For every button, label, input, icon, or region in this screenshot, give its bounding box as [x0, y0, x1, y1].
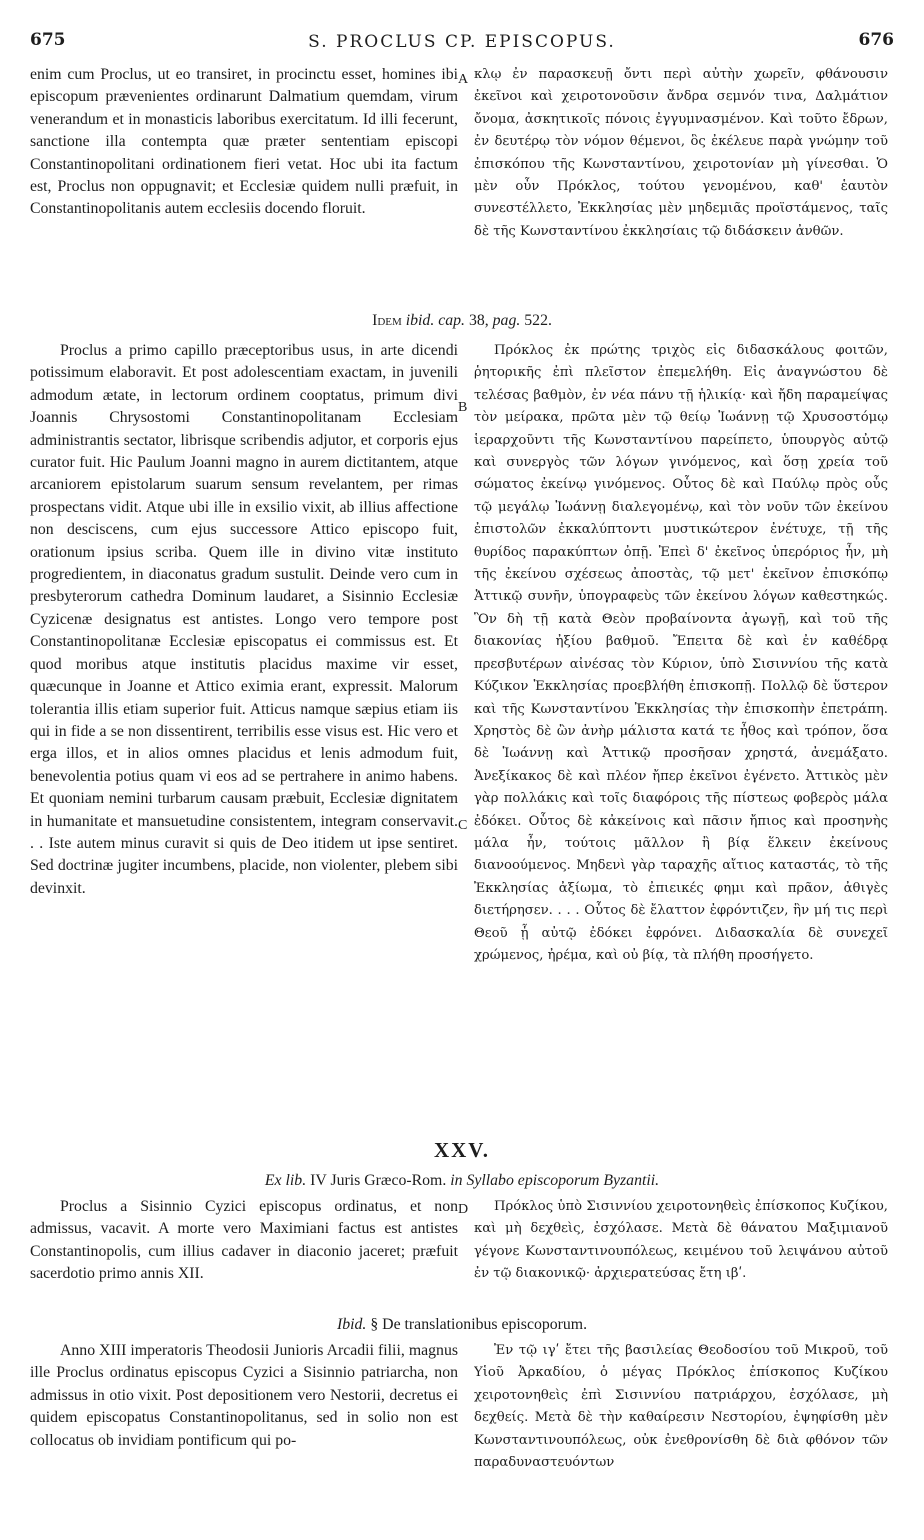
running-head — [0, 8, 924, 50]
margin-letter-a: A — [458, 72, 469, 87]
page-number-left: 675 — [30, 30, 66, 50]
latin-paragraph: Anno XIII imperatoris Theodosii Junioris Arcadii filii, magnus ille Proclus ordinatus episcopus Cyzici a Sisinnio patriarcha, non admissus in otio vixit. Post depositionem vero Nestorii, decretus ei quidem episcopatus Constantinopolitanus, sed in solio non est collocatus ob invidiam pontificum qui po- — [30, 1342, 458, 1449]
margin-letter-c: C — [458, 818, 468, 833]
latin-column-section-4 — [30, 1340, 458, 1522]
latin-column-section-1 — [30, 64, 458, 302]
latin-paragraph: enim cum Proclus, ut eo transiret, in procinctu esset, homines ibi episcopum prævenientes ordinarunt Dalmatium quemdam, virum venerandum et in monasticis laboribus exercitatum. Id illi fecerunt, sanctione illa contempta quæ præter sententiam episcopi Constantinopolitani ordinationem fieri vetat. Hoc ubi ita factum est, Proclus non oppugnavit; et Ecclesiæ quidem nulli præfuit, in Constantinopolitanis autem ecclesiis docendo floruit. — [30, 66, 458, 218]
section-number: XXV. — [433, 1138, 491, 1162]
greek-column-section-1 — [474, 64, 888, 302]
greek-paragraph: Ἐν τῷ ιγʹ ἔτει τῆς βασιλείας Θεοδοσίου τοῦ Μικροῦ, τοῦ Υἱοῦ Ἀρκαδίου, ὁ μέγας Πρόκλος ἐπίσκοπος Κυζίκου χειροτονηθεὶς ἐπὶ Σισιννίου πατριάρχου, ἐσχόλασε, μὴ δεχθείς. Μετὰ δὲ τὴν καθαίρεσιν Νεστορίου, ἐψηφίσθη μὲν Κωνσταντινουπόλεως, οὐκ ἐνεθρονίσθη δὲ διὰ φθόνον τῶν παραδυναστευόντων — [474, 1343, 888, 1471]
latin-paragraph: Proclus a Sisinnio Cyzici episcopus ordinatus, et non admissus, vacavit. A morte vero Maximiani factus est antistes Constantinopolis, cum illius cadaver in diaconio jaceret; præfuit sacerdotio primo annis XII. — [30, 1198, 458, 1283]
greek-column-section-4 — [474, 1340, 888, 1522]
running-title: S. PROCLUS CP. EPISCOPUS. — [308, 32, 616, 52]
latin-column-section-2 — [30, 340, 458, 1070]
greek-paragraph: κλῳ ἐν παρασκευῇ ὄντι περὶ αὐτὴν χωρεῖν, φθάνουσιν ἐκεῖνοι καὶ χειροτονοῦσιν ἄνδρα σεμνόν τινα, Δαλμάτιον ὄνομα, ἀσκητικοῖς πόνοις ἐγγυμνασμένον. Καὶ τοῦτο ἔδρων, ἐν δευτέρῳ τὸν νόμον θέμενοι, ὃς ἐκέλευε παρὰ γνώμην τοῦ ἐπισκόπου τῆς Κωνσταντίνου, χειροτονίαν μὴ γίνεσθαι. Ὁ μὲν οὖν Πρόκλος, τούτου γενομένου, καθ' ἑαυτὸν συνεστέλλετο, Ἐκκλησίας μὲν μηδεμιᾶς προϊστάμενος, ταῖς δὲ τῆς Κωνσταντίνου ἐκκλησίαις τῷ διδάσκειν ἀνθῶν. — [474, 67, 888, 239]
source-heading-idem: Idem ibid. cap. 38, pag. 522. — [372, 312, 552, 329]
source-heading-juris: Ex lib. IV Juris Græco-Rom. in Syllabo episcoporum Byzantii. — [264, 1172, 660, 1189]
page-number-right: 676 — [858, 30, 894, 50]
latin-column-section-3 — [30, 1196, 458, 1308]
latin-paragraph: Proclus a primo capillo præceptoribus usus, in arte dicendi potissimum elaboravit. Et post adolescentiam exactam, in juvenili admodum ætate, in lectorum ordinem cooptatus, primum divi Joannis Chrysostomi Constantinopolitanam Ecclesiam administrantis sectator, librisque scribendis adjutor, et corporis ejus curator fuit. Hic Paulum Joanni magno in aurem dictitantem, atque arcaniorem epistolarum suarum sensum revelantem, per rimas prospectans vidit. Atque ubi ille in exsilio vixit, ab illius affectione non desciscens, cum ejus successore Attico episcopo fuit, orationum ipsius scriba. Quem ille in divino vitæ instituto progredientem, in diaconatus gradum sustulit. Deinde vero cum in presbyterorum cathedra Dominum laudaret, a Sisinnio Ecclesiæ Cyzicenæ designatus est antistes. Longo vero tempore post Constantinopolitanæ Ecclesiæ episcopatus ei commissus est. Et quod moribus atque institutis placidus maxime vir esset, quæcunque in Joanne et Attico eximia erant, expressit. Malorum tolerantia illis etiam superior fuit. Atticus namque sæpius etiam iis qui in fide a se non dissentirent, terribilis esse visus est. Hic vero et erga illos, et in alios omnes placidus et lenis admodum fuit, benevolentia potius quam vi eos ad se pertrahere in animo habens. Et quoniam nemini turbarum causam præbuit, Ecclesiæ dignitatem in humanitate et mansuetudine consistentem, integram conservavit. . . Iste autem minus curavit si quis de Deo itidem ut ipse sentiret. Sed doctrinæ jugiter incumbens, placide, non violenter, plebem sibi devinxit. — [30, 342, 458, 897]
greek-column-section-3 — [474, 1196, 888, 1308]
margin-letter-b: B — [458, 400, 468, 415]
greek-paragraph: Πρόκλος ἐκ πρώτης τριχὸς εἰς διδασκάλους φοιτῶν, ῥητορικῆς ἐπὶ πλεῖστον ἐπεμελήθη. Εἰς ἀναγνώστου δὲ τελέσας βαθμὸν, ἐν νέα πάνυ τῇ ἡλικίᾳ· καὶ ἤδη παραμείψας τὸν μείρακα, πρῶτα μὲν τῷ θείῳ Ἰωάννῃ τῷ Χρυσοστόμῳ ἱεραρχοῦντι τῆς Κωνσταντίνου παρείπετο, ὑπουργὸς αὐτῷ καὶ συνεργὸς τῶν λόγων γινόμενος, καὶ ὅσῃ χρεία τοῦ σώματος ἐκείνῳ γινόμενος. Οὗτος δὲ καὶ Παύλῳ πρὸς οὖς τῷ μεγάλῳ Ἰωάννῃ διαλεγομένῳ, καὶ τὸν νοῦν τῶν ἐκείνου ἐπιστολῶν ἐκκαλύπτοντι μυστικώτερον ἐνέτυχε, τῇ τῆς θυρίδος παρακύπτων ὀπῇ. Ἐπεὶ δ' ἐκεῖνος ὑπερόριος ἦν, μὴ τῆς ἐκείνου σχέσεως ἀποστὰς, τῷ μετ' ἐκεῖνον ἐπισκόπῳ Ἀττικῷ συνῆν, ὑπογραφεὺς τῶν ἐκείνου λόγων καθεστηκώς. Ὃν δὴ τῇ κατὰ Θεὸν προβαίνοντα ἀγωγῇ, καὶ τοῦ τῆς διακονίας ἠξίου βαθμοῦ. Ἔπειτα δὲ καὶ ἐν καθέδρᾳ πρεσβυτέρων αἰνέσας τὸν Κύριον, ὑπὸ Σισιννίου τῆς κατὰ Κύζικον Ἐκκλησίας προεβλήθη ἐπισκοπῇ. Πολλῷ δὲ ὕστερον καὶ τῆς Κωνσταντίνου Ἐκκλησίας τὴν ἐπισκοπὴν ἐπετράπη. Χρηστὸς δὲ ὢν ἀνὴρ μάλιστα κατά τε ἦθος καὶ τρόπον, ὅσα δὲ Ἰωάννῃ καὶ Ἀττικῷ προσῆσαν χρηστά, ἀνεμάξατο. Ἀνεξίκακος δὲ καὶ πλέον ἤπερ ἐκεῖνοι ἐγένετο. Ἀττικὸς μὲν γὰρ πολλάκις καὶ τοῖς διαφόροις τῆς πίστεως φοβερὸς μάλα ἐδόκει. Οὗτος δὲ κἀκείνοις καὶ πᾶσιν ἤπιος καὶ προσηνὴς μάλα ἦν, τούτοις μᾶλλον ἢ βίᾳ ἕλκειν ἐκείνους διανοούμενος. Μηδενὶ γὰρ ταραχῆς αἴτιος καταστάς, τὸ τῆς Ἐκκλησίας ἀξίωμα, τὸ ἐπιεικές φημι καὶ πρᾶον, ἀθιγὲς διετήρησεν. . . . Οὗτος δὲ ἔλαττον ἐφρόντιζεν, ἣν μή τις περὶ Θεοῦ ᾗ αὐτῷ ἐδόκει ἐφρόνει. Διδασκαλία δὲ συνεχεῖ χρώμενος, ἠρέμα, καὶ οὐ βίᾳ, τὰ πλήθη προσήγετο. — [474, 343, 888, 963]
source-heading-ibid: Ibid. § De translationibus episcoporum. — [336, 1316, 588, 1333]
greek-column-section-2 — [474, 340, 888, 1128]
margin-letter-d: D — [458, 1202, 469, 1217]
greek-paragraph: Πρόκλος ὑπὸ Σισιννίου χειροτονηθεὶς ἐπίσκοπος Κυζίκου, καὶ μὴ δεχθεὶς, ἐσχόλασε. Μετὰ δὲ θάνατου Μαξιμιανοῦ γέγονε Κωνσταντινουπόλεως, κειμένου τοῦ λειψάνου αὐτοῦ ἐν τῷ διακονικῷ· ἀρχιερατεύσας ἔτη ιβʹ. — [474, 1199, 888, 1282]
